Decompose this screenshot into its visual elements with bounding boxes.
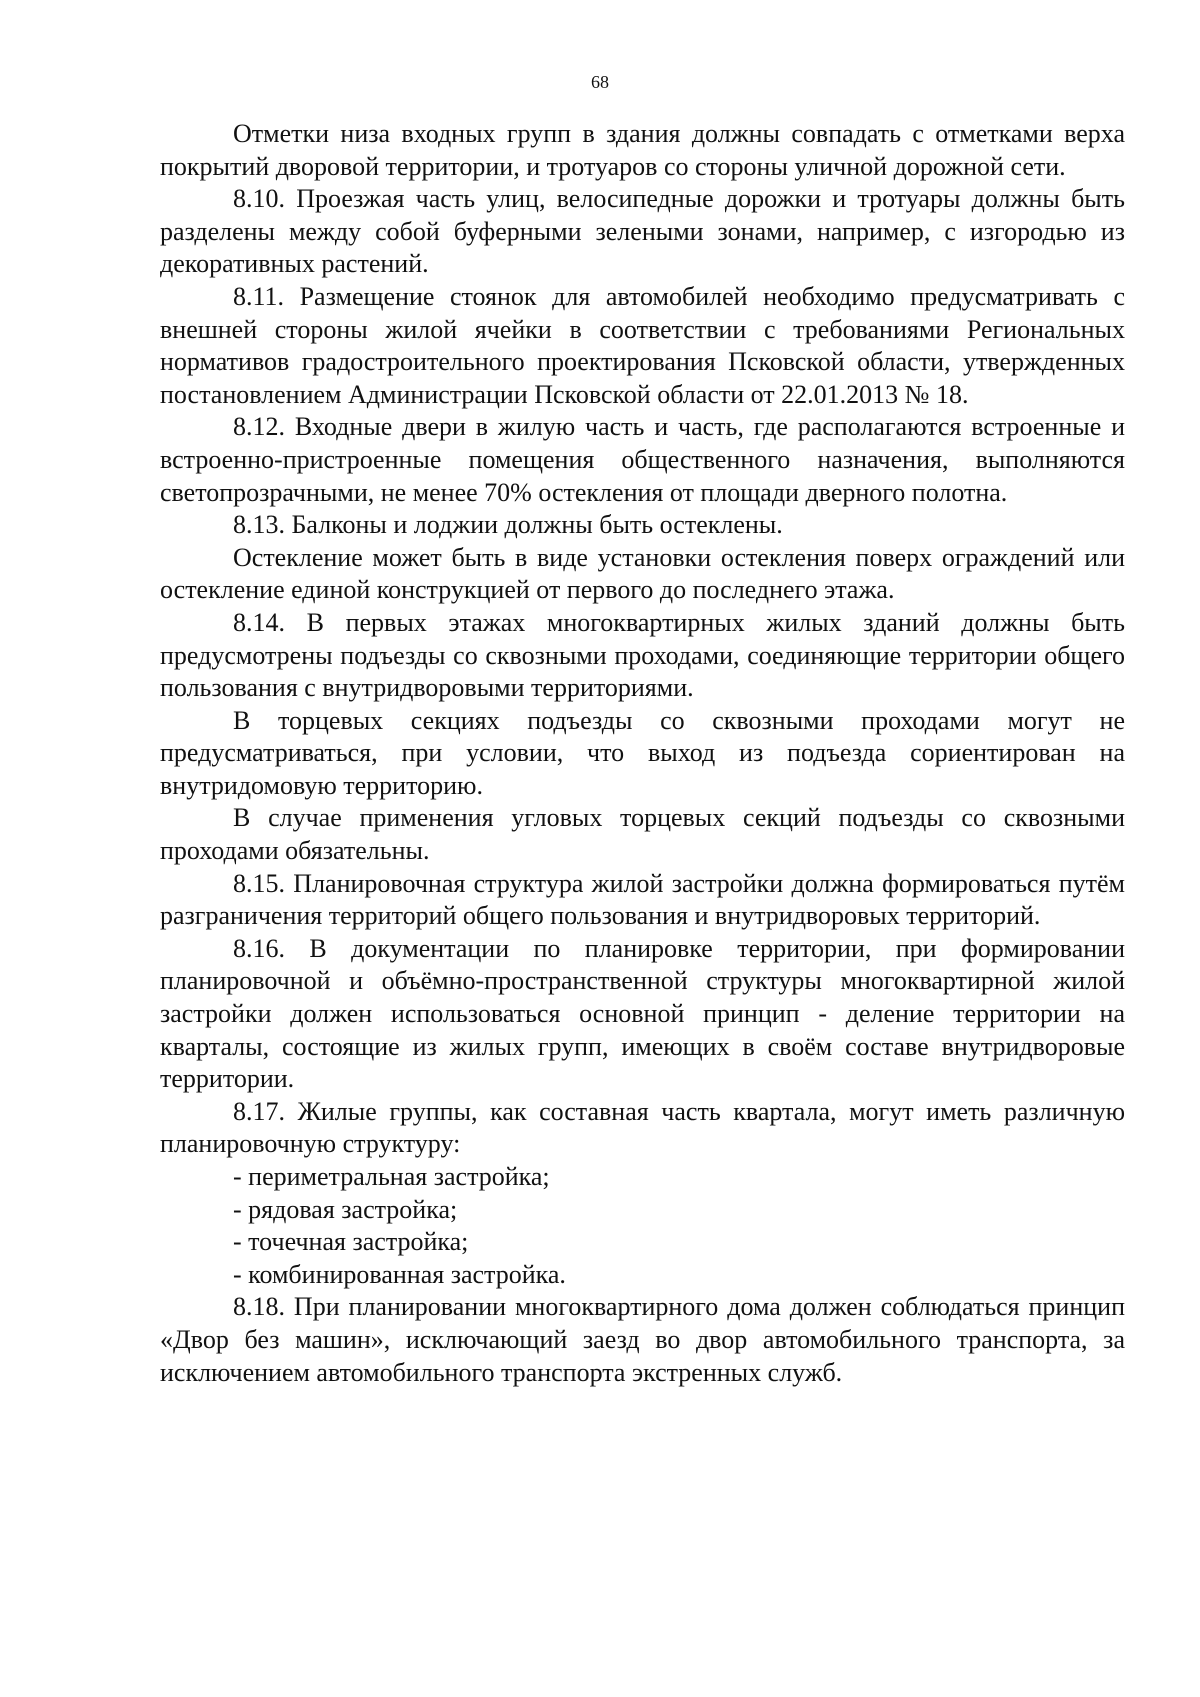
paragraph: В случае применения угловых торцевых секций подъезды со сквозными проходами обязательны. (160, 803, 1125, 866)
paragraph: В торцевых секциях подъезды со сквозными проходами могут не предусматриваться, при условии, что выход из подъезда сориентирован на внутридомовую территорию. (160, 705, 1125, 800)
paragraph: 8.14. В первых этажах многоквартирных жилых зданий должны быть предусмотрены подъезды со сквозными проходами, соединяющие территории общего пользования с внутридворовыми территориями. (160, 607, 1125, 703)
paragraph: 8.12. Входные двери в жилую часть и часть, где располагаются встроенные и встроенно-пристроенные помещения общественного назначения, выполняются светопрозрачными, не менее 70% остекления от площади дверного полотна. (160, 412, 1125, 507)
paragraph: 8.17. Жилые группы, как составная часть квартала, могут иметь различную планировочную структуру: (160, 1096, 1125, 1159)
page-number: 68 (591, 72, 609, 92)
paragraph: Отметки низа входных групп в здания должны совпадать с отметками верха покрытий дворовой территории, и тротуаров со стороны уличной дорожной сети. (160, 119, 1125, 181)
paragraph: 8.15. Планировочная структура жилой застройки должна формироваться путём разграничения территорий общего пользования и внутридворовых территорий. (160, 868, 1125, 931)
list-item: - комбинированная застройка. (233, 1259, 566, 1289)
list-item: - рядовая застройка; (233, 1194, 458, 1224)
paragraph: 8.10. Проезжая часть улиц, велосипедные дорожки и тротуары должны быть разделены между собой буферными зелеными зонами, например, с изгородью из декоративных растений. (160, 184, 1125, 279)
paragraph: 8.13. Балконы и лоджии должны быть остеклены. (233, 510, 783, 540)
paragraph: 8.11. Размещение стоянок для автомобилей необходимо предусматривать с внешней стороны жилой ячейки в соответствии с требованиями Региональных нормативов градостроительного проектирования Псковской области, утвержденных постановлением Администрации Псковской области от 22.01.2013 № 18. (160, 281, 1125, 409)
paragraph: Остекление может быть в виде установки остекления поверх ограждений или остекление единой конструкцией от первого до последнего этажа. (160, 542, 1125, 605)
list-item: - точечная застройка; (233, 1227, 469, 1257)
document-body (160, 118, 1125, 1389)
list-item: - периметральная застройка; (233, 1162, 550, 1191)
paragraph: 8.16. В документации по планировке территории, при формировании планировочной и объёмно-пространственной структуры многоквартирной жилой застройки должен использоваться основной принцип - деление территории на кварталы, состоящие из жилых групп, имеющих в своём составе внутридворовые территории. (160, 933, 1125, 1094)
paragraph: 8.18. При планировании многоквартирного дома должен соблюдаться принцип «Двор без машин», исключающий заезд во двор автомобильного транспорта, за исключением автомобильного транспорта экстренных служб. (160, 1292, 1125, 1387)
